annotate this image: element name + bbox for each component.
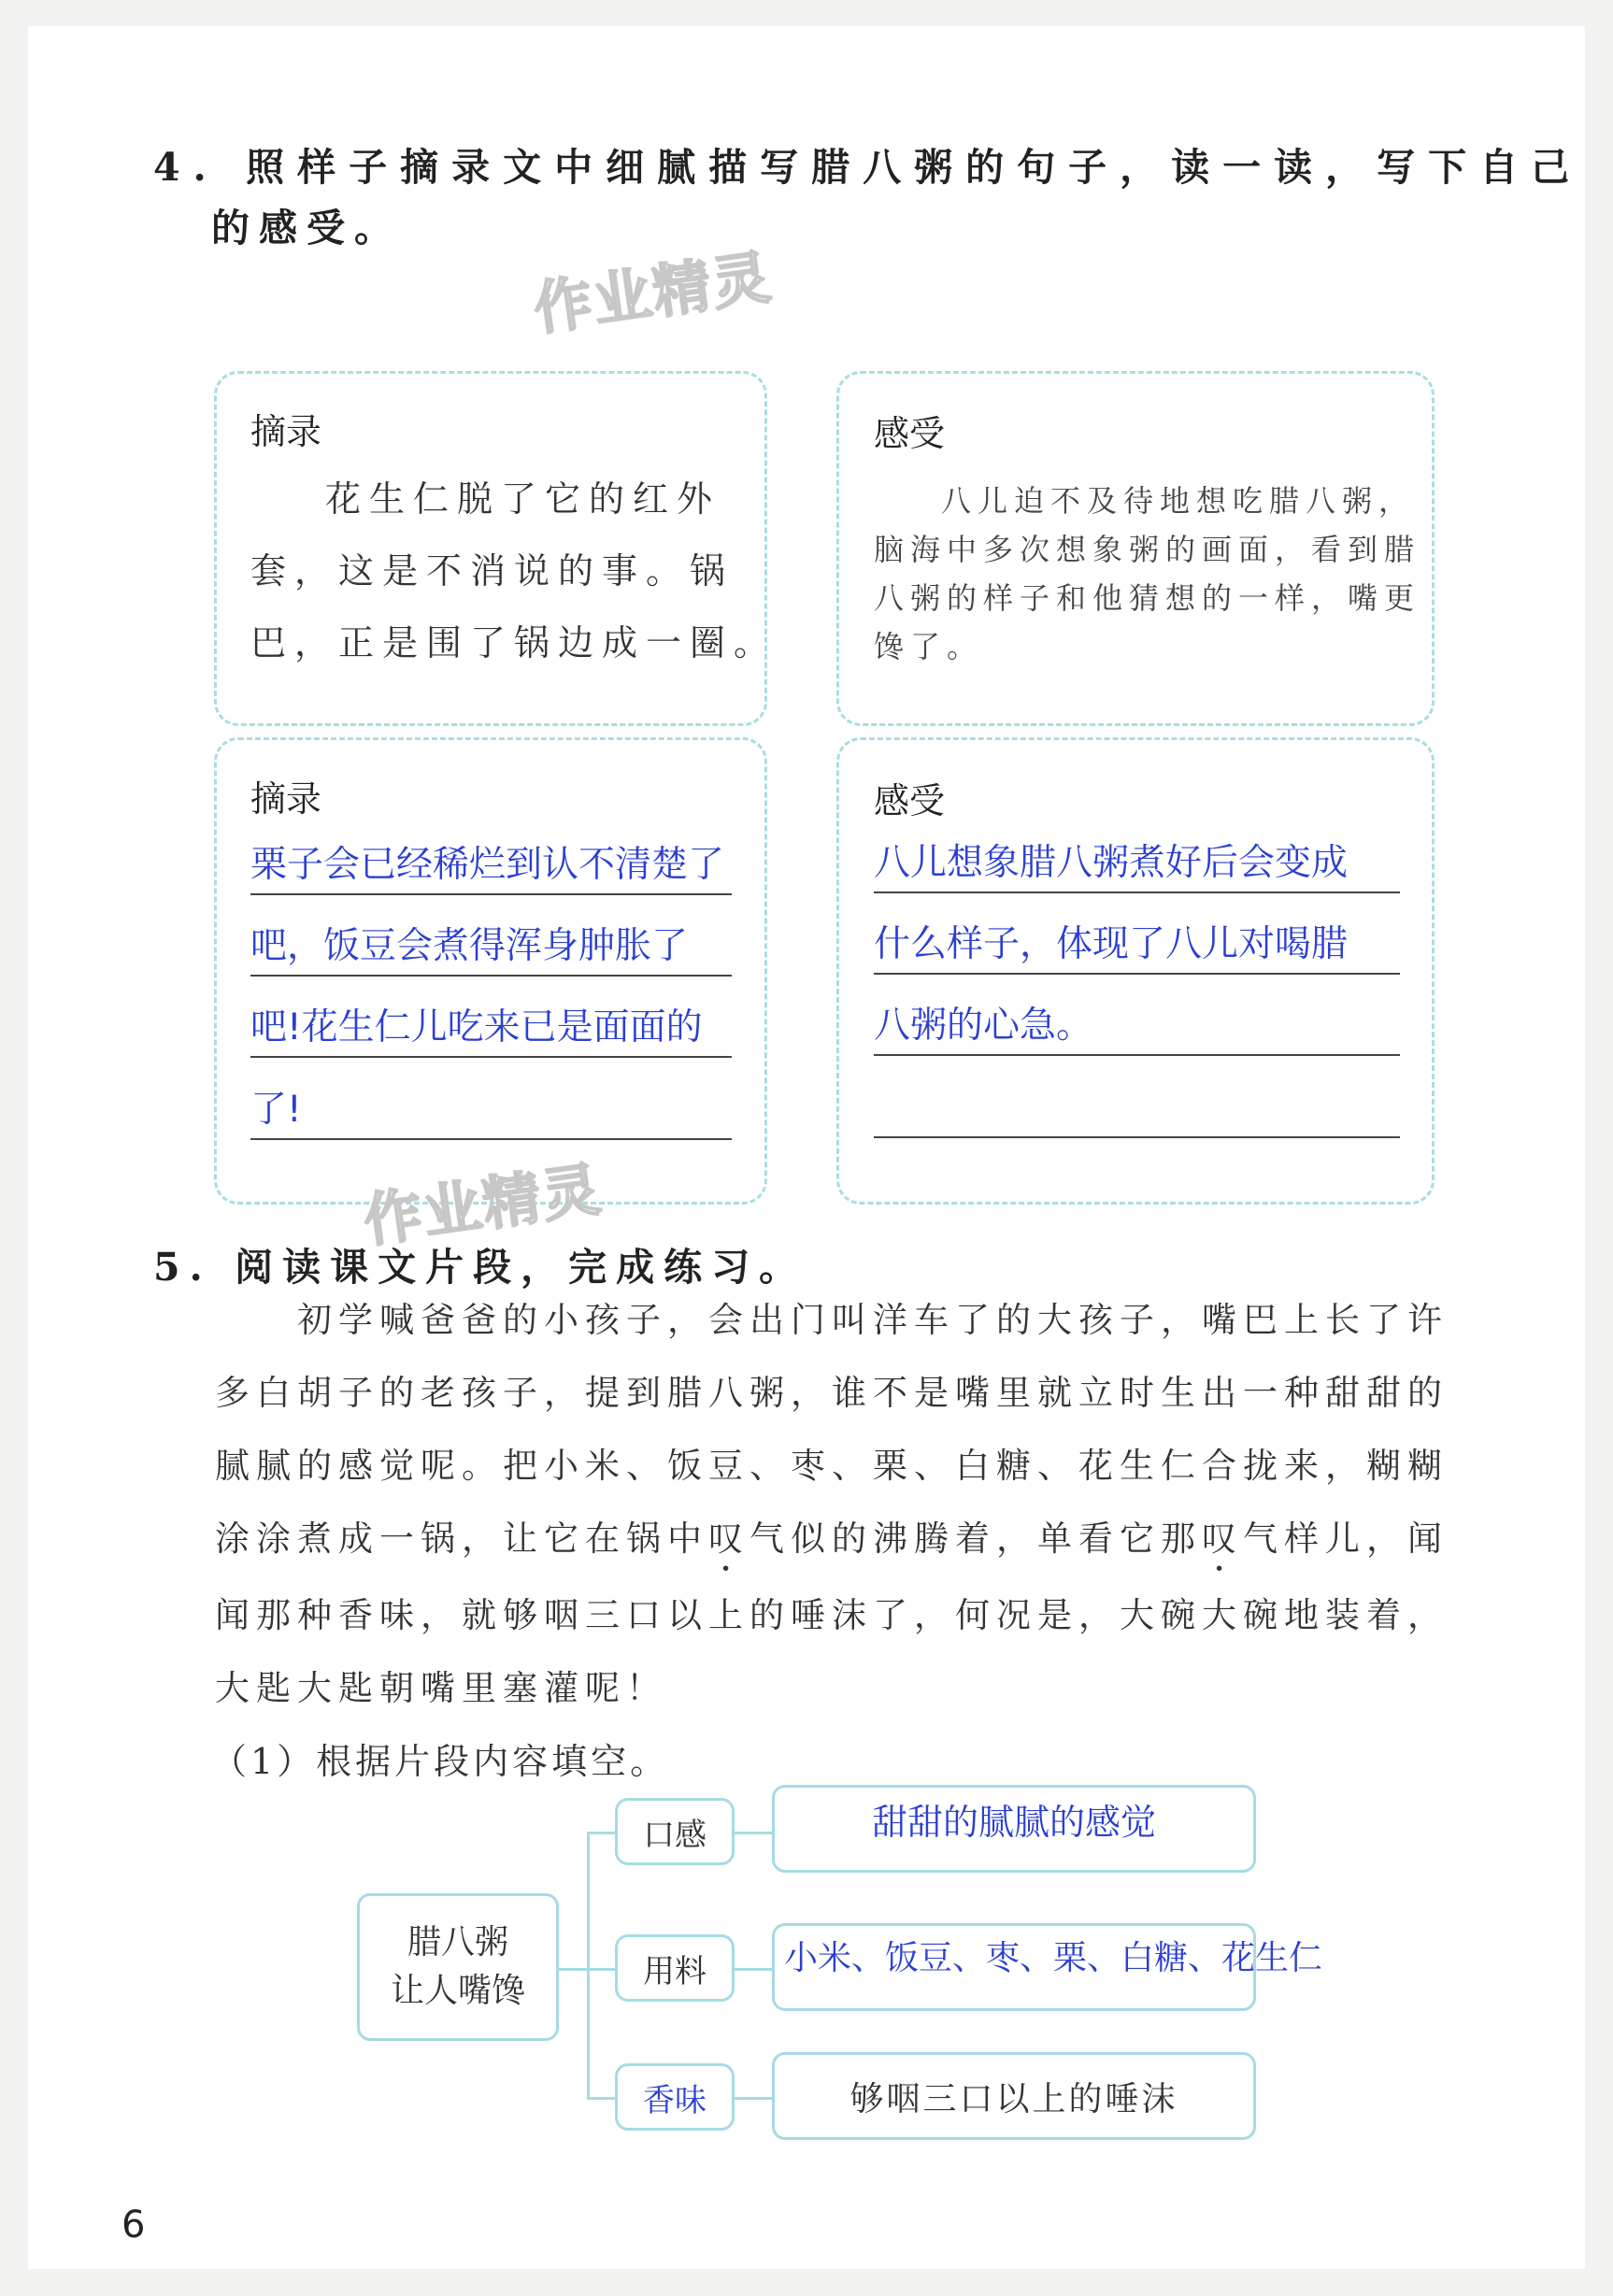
example-feeling-label: 感受 [874, 413, 946, 454]
q5-title: 5. 阅读课文片段，完成练习。 [153, 1245, 807, 1290]
passage-segment: 气似的沸腾着，单看它那 [749, 1519, 1202, 1559]
answer-excerpt-line[interactable]: 吧，饭豆会煮得浑身肿胀了 [250, 919, 732, 977]
passage-line: 腻腻的感觉呢。把小米、饭豆、枣、栗、白糖、花生仁合拢来，糊糊 [215, 1446, 1449, 1486]
root-line: 让人嘴馋 [390, 1972, 525, 2010]
answer-excerpt-line[interactable]: 吧!花生仁儿吃来已是面面的 [250, 1000, 732, 1058]
passage-line: 闻那种香味，就够咽三口以上的唾沫了，何况是，大碗大碗地装着， [215, 1595, 1449, 1635]
root-line: 腊八粥 [407, 1923, 508, 1961]
answer-ingredients[interactable]: 小米、饭豆、枣、栗、白糖、花生仁 [772, 1923, 1256, 2011]
connector [735, 2097, 772, 2100]
answer-excerpt-label: 摘录 [250, 778, 322, 820]
passage-segment: 气样儿，闻 [1243, 1519, 1449, 1559]
answer-feeling-line[interactable]: 八粥的心急。 [874, 998, 1400, 1056]
example-feeling-text [874, 477, 1420, 671]
emphasized-char: 叹 [708, 1519, 749, 1559]
watermark: 作业精灵 [359, 1154, 607, 1256]
branch-label-taste: 口感 [615, 1798, 735, 1865]
connector [559, 1968, 587, 1971]
passage-line-with-dots [215, 1503, 1449, 1579]
diagram-root [357, 1893, 559, 2041]
answer-feeling-label: 感受 [874, 780, 946, 821]
passage-line: 初学喊爸爸的小孩子，会出门叫洋车了的大孩子，嘴巴上长了许 [297, 1300, 1449, 1340]
feeling-line: 脑海中多次想象粥的画面，看到腊 [874, 532, 1421, 567]
passage-line: 多白胡子的老孩子，提到腊八粥，谁不是嘴里就立时生出一种甜甜的 [215, 1373, 1449, 1413]
emphasized-char: 叹 [1202, 1519, 1243, 1559]
connector [735, 1968, 772, 1971]
watermark: 作业精灵 [529, 242, 777, 344]
excerpt-line: 巴，正是围了锅边成一圈。 [250, 622, 778, 663]
example-excerpt-text [250, 463, 778, 679]
feeling-line: 馋了。 [874, 629, 984, 664]
page-number: 6 [121, 2203, 146, 2246]
answer-feeling-line[interactable]: 八儿想象腊八粥煮好后会变成 [874, 835, 1400, 893]
passage-line: 大匙大匙朝嘴里塞灌呢！ [215, 1668, 667, 1708]
branch-label-aroma: 香味 [615, 2063, 735, 2131]
branch-label-ingredients: 用料 [615, 1934, 735, 2002]
answer-aroma[interactable]: 够咽三口以上的唾沫 [772, 2052, 1256, 2140]
connector [587, 2097, 615, 2100]
q4-title-line2: 的感受。 [211, 206, 402, 250]
connector [587, 1832, 590, 2100]
answer-feeling-blank-line[interactable] [874, 1134, 1400, 1138]
q5-passage [215, 1284, 1449, 1725]
page [28, 26, 1585, 2269]
q4-title-line1: 4. 照样子摘录文中细腻描写腊八粥的句子，读一读，写下自己 [153, 145, 1583, 190]
q5-sub1: （1）根据片段内容填空。 [211, 1741, 670, 1782]
feeling-line: 八粥的样子和他猜想的一样，嘴更 [874, 580, 1421, 616]
connector [587, 1968, 615, 1971]
feeling-line: 八儿迫不及待地想吃腊八粥， [941, 483, 1416, 519]
answer-excerpt-line[interactable]: 了! [250, 1082, 732, 1140]
example-excerpt-label: 摘录 [250, 411, 322, 452]
answer-feeling-line[interactable]: 什么样子，体现了八儿对喝腊 [874, 917, 1400, 975]
answer-excerpt-line[interactable]: 栗子会已经稀烂到认不清楚了 [250, 837, 732, 895]
answer-taste[interactable]: 甜甜的腻腻的感觉 [772, 1785, 1256, 1873]
excerpt-line: 套，这是不消说的事。锅 [250, 550, 735, 592]
passage-segment: 涂涂煮成一锅，让它在锅中 [215, 1519, 708, 1559]
connector [587, 1832, 615, 1834]
connector [735, 1832, 772, 1834]
excerpt-line: 花生仁脱了它的红外 [325, 478, 721, 520]
